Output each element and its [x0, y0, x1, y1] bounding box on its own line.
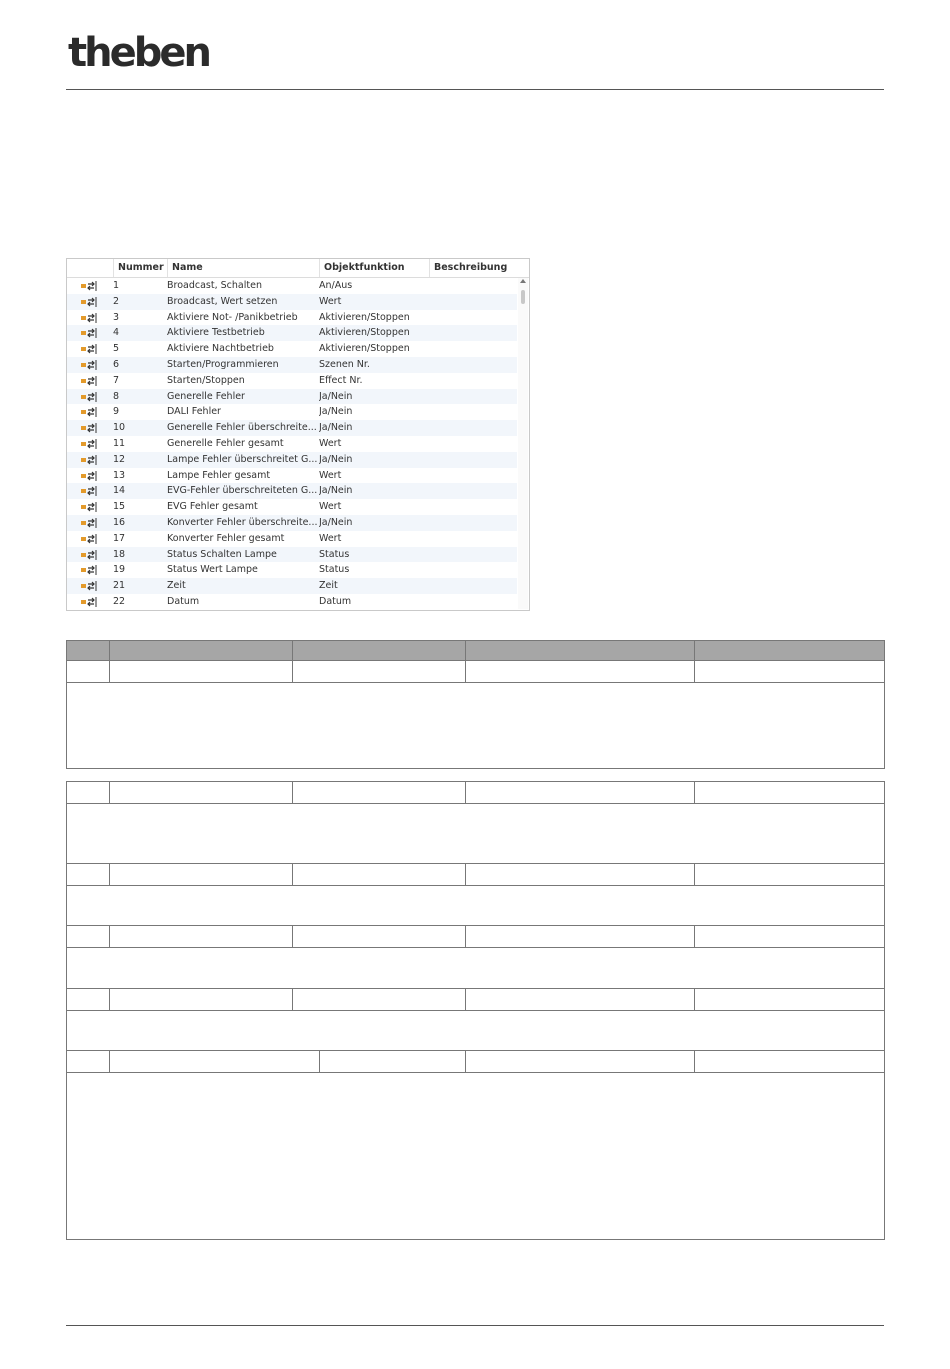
cell-objektfunktion: Wert — [319, 501, 342, 513]
col-divider — [319, 1051, 320, 1072]
communication-object-icon — [81, 550, 97, 560]
col-divider — [109, 864, 110, 885]
cell-objektfunktion: Ja/Nein — [319, 390, 353, 402]
row-divider — [67, 682, 884, 683]
cell-nummer: 22 — [113, 595, 126, 607]
communication-object-icon — [81, 407, 97, 417]
row-divider — [67, 803, 884, 804]
cell-name: Lampe Fehler gesamt — [167, 469, 271, 481]
col-divider — [694, 926, 695, 947]
list-item[interactable] — [67, 562, 517, 578]
cell-nummer: 3 — [113, 311, 120, 323]
list-item[interactable] — [67, 341, 517, 357]
cell-objektfunktion: Effect Nr. — [319, 374, 363, 386]
communication-object-icon — [81, 581, 97, 591]
cell-name: Zeit — [167, 580, 186, 592]
cell-name: Broadcast, Wert setzen — [167, 295, 278, 307]
row-divider — [67, 1010, 884, 1011]
cell-nummer: 8 — [113, 390, 120, 402]
list-item[interactable] — [67, 531, 517, 547]
cell-objektfunktion: Aktivieren/Stoppen — [319, 327, 410, 339]
row-divider — [67, 1072, 884, 1073]
column-objektfunktion[interactable]: Objektfunktion — [319, 259, 429, 277]
cell-nummer: 1 — [113, 280, 120, 291]
cell-name: Lampe Fehler überschreitet G... — [167, 453, 318, 465]
list-item[interactable] — [67, 594, 517, 610]
cell-name: Status Wert Lampe — [167, 564, 258, 576]
communication-object-icon — [81, 597, 97, 607]
table-header-bar — [67, 641, 884, 660]
row-divider — [67, 947, 884, 948]
communication-object-icon — [81, 439, 97, 449]
cell-objektfunktion: Wert — [319, 437, 342, 449]
cell-name: EVG Fehler gesamt — [167, 501, 258, 513]
cell-nummer: 13 — [113, 469, 126, 481]
cell-objektfunktion: Status — [319, 564, 350, 576]
parameter-table-2 — [66, 781, 885, 1240]
list-item[interactable] — [67, 325, 517, 341]
cell-objektfunktion: Datum — [319, 595, 352, 607]
cell-objektfunktion: Ja/Nein — [319, 422, 353, 434]
cell-nummer: 12 — [113, 453, 126, 465]
list-item[interactable] — [67, 547, 517, 563]
cell-nummer: 9 — [113, 406, 120, 418]
col-divider — [109, 989, 110, 1010]
cell-name: EVG-Fehler überschreiteten G... — [167, 485, 318, 497]
row-divider — [67, 988, 884, 989]
list-rows — [67, 278, 517, 610]
theben-logo: theben — [68, 30, 209, 76]
cell-nummer: 7 — [113, 374, 120, 386]
list-item[interactable] — [67, 499, 517, 515]
row-divider — [67, 925, 884, 926]
cell-name: Starten/Programmieren — [167, 358, 279, 370]
cell-name: Aktiviere Testbetrieb — [167, 327, 265, 339]
communication-object-icon — [81, 423, 97, 433]
cell-objektfunktion: Wert — [319, 469, 342, 481]
col-divider — [694, 864, 695, 885]
cell-objektfunktion: Ja/Nein — [319, 485, 353, 497]
col-divider — [694, 641, 695, 682]
col-divider — [465, 1051, 466, 1072]
cell-nummer: 6 — [113, 358, 120, 370]
communication-object-icon — [81, 534, 97, 544]
col-divider — [109, 782, 110, 803]
list-scrollbar[interactable] — [518, 278, 528, 609]
cell-name: Generelle Fehler — [167, 390, 245, 402]
row-divider — [67, 885, 884, 886]
col-divider — [109, 926, 110, 947]
row-divider — [67, 660, 884, 661]
col-divider — [694, 782, 695, 803]
scroll-thumb[interactable] — [521, 290, 525, 304]
list-item[interactable] — [67, 515, 517, 531]
col-divider — [109, 641, 110, 682]
col-divider — [292, 782, 293, 803]
cell-objektfunktion: Zeit — [319, 580, 338, 592]
communication-object-icon — [81, 328, 97, 338]
cell-name: Datum — [167, 595, 200, 607]
list-item[interactable] — [67, 294, 517, 310]
header-rule — [66, 89, 884, 90]
cell-name: DALI Fehler — [167, 406, 221, 418]
col-divider — [292, 926, 293, 947]
cell-nummer: 18 — [113, 548, 126, 560]
list-item[interactable] — [67, 373, 517, 389]
cell-name: Generelle Fehler überschreite... — [167, 422, 317, 434]
column-beschreibung[interactable]: Beschreibung — [429, 259, 519, 277]
cell-objektfunktion: Aktivieren/Stoppen — [319, 343, 410, 355]
cell-objektfunktion: Aktivieren/Stoppen — [319, 311, 410, 323]
row-divider — [67, 863, 884, 864]
list-item[interactable] — [67, 452, 517, 468]
communication-objects-list — [66, 258, 530, 611]
list-item[interactable] — [67, 578, 517, 594]
cell-objektfunktion: Wert — [319, 532, 342, 544]
col-divider — [465, 864, 466, 885]
list-item[interactable] — [67, 389, 517, 405]
cell-nummer: 4 — [113, 327, 120, 339]
communication-object-icon — [81, 502, 97, 512]
cell-name: Aktiviere Nachtbetrieb — [167, 343, 274, 355]
column-name[interactable]: Name — [167, 259, 319, 277]
communication-object-icon — [81, 486, 97, 496]
list-item[interactable] — [67, 436, 517, 452]
cell-nummer: 21 — [113, 580, 126, 592]
cell-name: Generelle Fehler gesamt — [167, 437, 284, 449]
column-icon — [67, 259, 111, 277]
row-divider — [67, 1050, 884, 1051]
cell-objektfunktion: Status — [319, 548, 350, 560]
parameter-table-1 — [66, 640, 885, 769]
communication-object-icon — [81, 297, 97, 307]
cell-nummer: 16 — [113, 516, 126, 528]
communication-object-icon — [81, 471, 97, 481]
col-divider — [465, 641, 466, 682]
list-item[interactable] — [67, 310, 517, 326]
cell-nummer: 14 — [113, 485, 126, 497]
cell-nummer: 5 — [113, 343, 120, 355]
scroll-up-arrow-icon[interactable] — [520, 279, 526, 283]
cell-name: Konverter Fehler überschreite... — [167, 516, 318, 528]
col-divider — [465, 782, 466, 803]
communication-object-icon — [81, 565, 97, 575]
communication-object-icon — [81, 392, 97, 402]
cell-name: Starten/Stoppen — [167, 374, 245, 386]
cell-objektfunktion: Szenen Nr. — [319, 358, 370, 370]
list-header — [67, 259, 529, 278]
list-item[interactable] — [67, 468, 517, 484]
col-divider — [109, 1051, 110, 1072]
cell-nummer: 2 — [113, 295, 120, 307]
cell-objektfunktion: Wert — [319, 295, 342, 307]
col-divider — [465, 926, 466, 947]
cell-objektfunktion: Ja/Nein — [319, 516, 353, 528]
cell-name: Aktiviere Not- /Panikbetrieb — [167, 311, 298, 323]
communication-object-icon — [81, 344, 97, 354]
communication-object-icon — [81, 360, 97, 370]
communication-object-icon — [81, 376, 97, 386]
communication-object-icon — [81, 455, 97, 465]
col-divider — [292, 989, 293, 1010]
column-nummer[interactable]: Nummer — [113, 259, 167, 277]
list-item[interactable] — [67, 404, 517, 420]
cell-nummer: 19 — [113, 564, 126, 576]
communication-object-icon — [81, 518, 97, 528]
cell-objektfunktion: Ja/Nein — [319, 453, 353, 465]
list-item[interactable] — [67, 420, 517, 436]
col-divider — [694, 1051, 695, 1072]
cell-nummer: 10 — [113, 422, 126, 434]
col-divider — [292, 864, 293, 885]
cell-nummer: 11 — [113, 437, 126, 449]
cell-nummer: 15 — [113, 501, 126, 513]
col-divider — [292, 641, 293, 682]
footer-rule — [66, 1325, 884, 1326]
list-item[interactable] — [67, 278, 517, 294]
cell-objektfunktion: An/Aus — [319, 280, 353, 291]
cell-name: Konverter Fehler gesamt — [167, 532, 285, 544]
communication-object-icon — [81, 281, 97, 291]
col-divider — [694, 989, 695, 1010]
list-item[interactable] — [67, 357, 517, 373]
cell-nummer: 17 — [113, 532, 126, 544]
list-item[interactable] — [67, 483, 517, 499]
cell-name: Status Schalten Lampe — [167, 548, 277, 560]
communication-object-icon — [81, 313, 97, 323]
col-divider — [465, 989, 466, 1010]
cell-name: Broadcast, Schalten — [167, 280, 262, 291]
cell-objektfunktion: Ja/Nein — [319, 406, 353, 418]
